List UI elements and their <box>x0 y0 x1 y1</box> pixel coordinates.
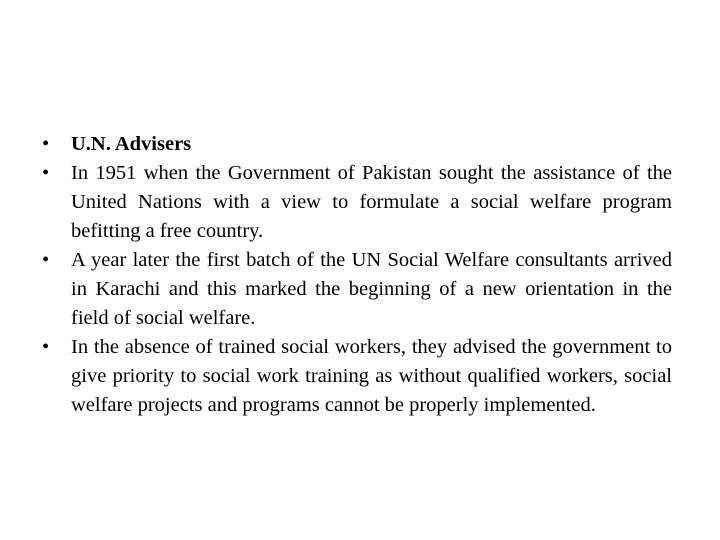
bullet-dot-icon: • <box>42 162 50 184</box>
bullet-item <box>40 333 672 420</box>
heading-text: U.N. Advisers <box>71 133 192 155</box>
bullet-item-heading <box>40 130 672 159</box>
bullet-dot-icon: • <box>42 249 50 271</box>
bullet-text: A year later the first batch of the UN Social Welfare consultants arrived in Karachi and this marked the beginning of a new orientation in the field of social welfare. <box>71 249 672 329</box>
bullet-text: In 1951 when the Government of Pakistan sought the assistance of the United Nations with a view to formulate a social welfare program befitting a free country. <box>71 162 672 242</box>
bullet-item <box>40 159 672 246</box>
bullet-dot-icon: • <box>42 336 50 358</box>
bullet-list <box>40 130 672 420</box>
bullet-dot-icon: • <box>42 133 50 155</box>
bullet-item <box>40 246 672 333</box>
bullet-text: In the absence of trained social workers, they advised the government to give priority to social work training as without qualified workers, social welfare projects and programs cannot be properly implemented. <box>71 336 672 416</box>
